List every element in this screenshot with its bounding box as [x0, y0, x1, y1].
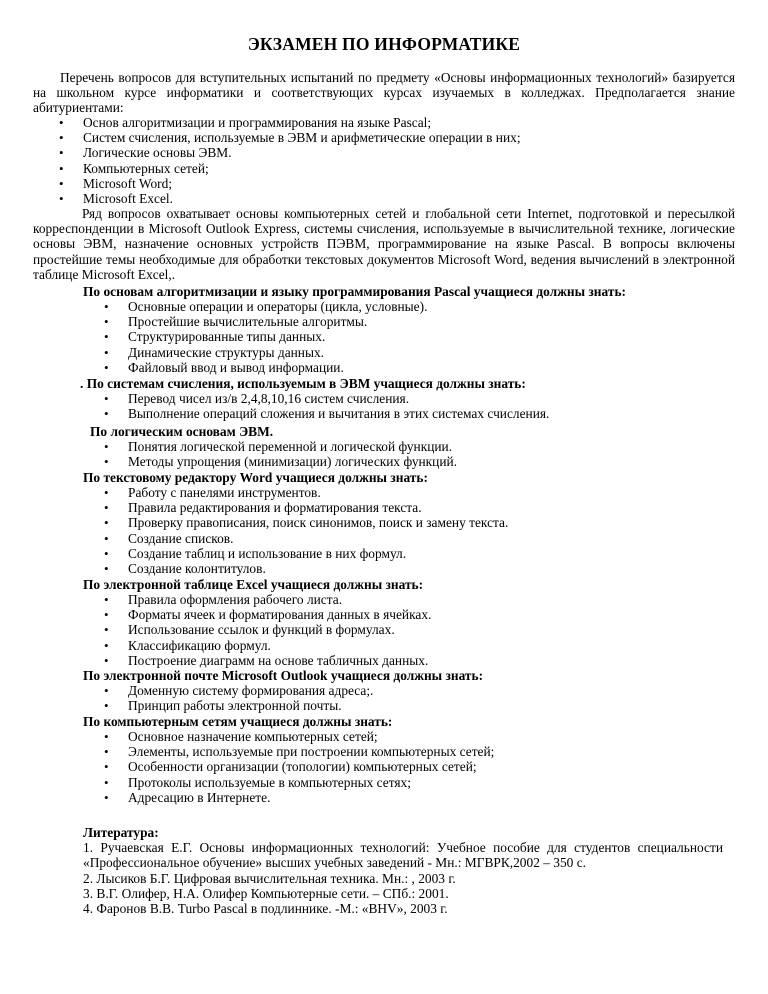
list-item: • Методы упрощения (минимизации) логических функций. — [128, 454, 748, 469]
section-list — [128, 439, 748, 469]
list-item: • Перевод чисел из/в 2,4,8,10,16 систем счисления. — [128, 391, 748, 406]
list-item: • Правила оформления рабочего листа. — [128, 592, 748, 607]
section-heading: По электронной таблице Excel учащиеся должны знать: — [83, 577, 424, 592]
list-item: • Логические основы ЭВМ. — [83, 145, 733, 160]
list-item: • Простейшие вычислительные алгоритмы. — [128, 314, 748, 329]
list-item: • Выполнение операций сложения и вычитания в этих системах счисления. — [128, 406, 748, 421]
list-item: • Microsoft Word; — [83, 176, 733, 191]
list-item: • Систем счисления, используемые в ЭВМ и арифметические операции в них; — [83, 130, 733, 145]
list-item: • Особенности организации (топологии) компьютерных сетей; — [128, 759, 748, 774]
document-title: ЭКЗАМЕН ПО ИНФОРМАТИКЕ — [247, 34, 521, 54]
list-item: • Адресацию в Интернете. — [128, 790, 748, 805]
section-list — [128, 391, 748, 421]
list-item: • Форматы ячеек и форматирования данных в ячейках. — [128, 607, 748, 622]
section-heading: . По системам счисления, используемым в ЭВМ учащиеся должны знать: — [80, 376, 526, 391]
list-item: • Элементы, используемые при построении компьютерных сетей; — [128, 744, 748, 759]
list-item: • Работу с панелями инструментов. — [128, 485, 748, 500]
list-item: • Динамические структуры данных. — [128, 345, 748, 360]
list-item: • Файловый ввод и вывод информации. — [128, 360, 748, 375]
list-item: • Построение диаграмм на основе табличных данных. — [128, 653, 748, 668]
intro-list — [83, 115, 733, 206]
literature-heading: Литература: — [83, 825, 159, 840]
section-heading: По электронной почте Microsoft Outlook учащиеся должны знать: — [83, 668, 484, 683]
list-item: • Компьютерных сетей; — [83, 161, 733, 176]
list-item: • Создание таблиц и использование в них формул. — [128, 546, 748, 561]
intro-paragraph: Перечень вопросов для вступительных испытаний по предмету «Основы информационных технологий» базируется на школьном курсе информатики и соответствующих курсах изучаемых в колледжах. Предполагается знание абитуриентами: — [33, 70, 735, 116]
section-list — [128, 299, 748, 375]
list-item: • Правила редактирования и форматирования текста. — [128, 500, 748, 515]
list-item: • Создание списков. — [128, 531, 748, 546]
section-list — [128, 592, 748, 668]
list-item: • Основ алгоритмизации и программирования на языке Pascal; — [83, 115, 733, 130]
literature-entry: 2. Лысиков Б.Г. Цифровая вычислительная техника. Мн.: , 2003 г. — [83, 870, 456, 886]
section-list — [128, 485, 748, 576]
section-heading: По основам алгоритмизации и языку программирования Pascal учащиеся должны знать: — [83, 284, 626, 299]
list-item: • Протоколы используемые в компьютерных сетях; — [128, 775, 748, 790]
list-item: • Microsoft Excel. — [83, 191, 733, 206]
list-item: • Понятия логической переменной и логической функции. — [128, 439, 748, 454]
section-list — [128, 683, 748, 713]
section-list — [128, 729, 748, 805]
list-item: • Основные операции и операторы (цикла, условные). — [128, 299, 748, 314]
list-item: • Использование ссылок и функций в формулах. — [128, 622, 748, 637]
section-heading: По компьютерным сетям учащиеся должны знать: — [83, 714, 393, 729]
list-item: • Классификацию формул. — [128, 638, 748, 653]
literature-entry: 1. Ручаевская Е.Г. Основы информационных технологий: Учебное пособие для студентов специальности «Профессиональное обучение» высших учебных заведений - Мн.: МГВРК,2002 – 350 с. — [83, 840, 723, 871]
literature-section — [83, 825, 723, 916]
list-item: • Принцип работы электронной почты. — [128, 698, 748, 713]
literature-entry: 4. Фаронов В.В. Turbo Pascal в подлиннике. -М.: «BHV», 2003 г. — [83, 901, 448, 917]
list-item: • Доменную систему формирования адреса;. — [128, 683, 748, 698]
section-heading: По текстовому редактору Word учащиеся должны знать: — [83, 470, 428, 485]
list-item: • Проверку правописания, поиск синонимов, поиск и замену текста. — [128, 515, 748, 530]
list-item: • Создание колонтитулов. — [128, 561, 748, 576]
list-item: • Структурированные типы данных. — [128, 329, 748, 344]
overview-paragraph: Ряд вопросов охватывает основы компьютерных сетей и глобальной сети Internet, подготовкой и пересылкой корреспонденции в Microsoft Outlook Express, системы счисления, используемые в вычислительной технике, логические основы ЭВМ, назначение основных устройств ПЭВМ, программирование на языке Pascal. В вопросы включены простейшие темы необходимые для обработки текстовых документов Microsoft Word, ведения вычислений в электронной таблице Microsoft Excel,. — [33, 206, 735, 282]
section-heading: По логическим основам ЭВМ. — [90, 424, 274, 439]
list-item: • Основное назначение компьютерных сетей; — [128, 729, 748, 744]
literature-entry: 3. В.Г. Олифер, Н.А. Олифер Компьютерные сети. – СПб.: 2001. — [83, 885, 449, 901]
